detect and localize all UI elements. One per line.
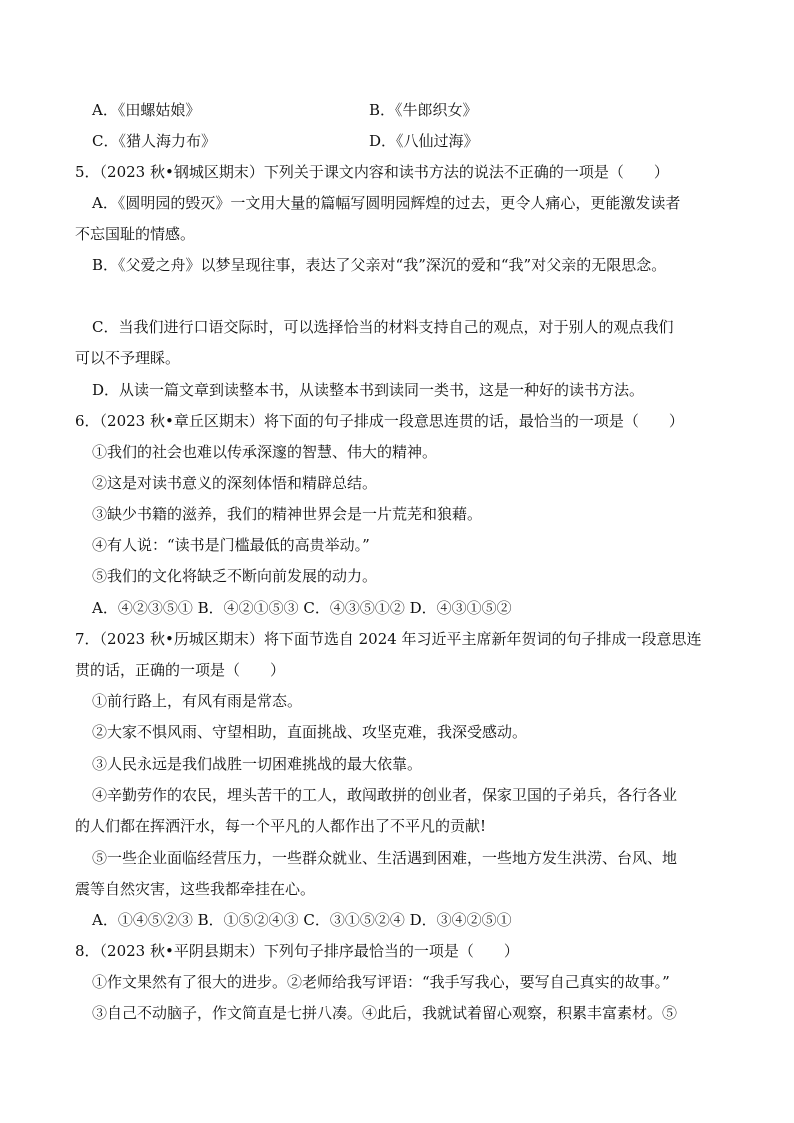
q6-stem: 6．（2023 秋•章丘区期末）将下面的句子排成一段意思连贯的话，最恰当的一项是（ ） — [75, 412, 684, 430]
q7-sentence-2: ②大家不惧风雨、守望相助，直面挑战、攻坚克难，我深受感动。 — [92, 723, 528, 741]
q5-option-d: D．从读一篇文章到读整本书，从读整本书到读同一类书，这是一种好的读书方法。 — [92, 381, 645, 399]
q7-options: A．①④⑤②③ B．①⑤②④③ C．③①⑤②④ D．③④②⑤① — [92, 911, 512, 929]
q5-option-c-line2: 可以不予理睬。 — [75, 349, 181, 367]
q7-stem-line2: 贯的话，正确的一项是（ ） — [75, 661, 286, 679]
q4-option-c: C．《猎人海力布》 — [92, 132, 216, 150]
q7-sentence-1: ①前行路上，有风有雨是常态。 — [92, 692, 303, 710]
q5-option-a-line2: 不忘国耻的情感。 — [75, 225, 196, 243]
q7-sentence-5-line2: 震等自然灾害，这些我都牵挂在心。 — [75, 880, 316, 898]
q6-sentence-1: ①我们的社会也难以传承深邃的智慧、伟大的精神。 — [92, 443, 438, 461]
q7-sentence-4-line2: 的人们都在挥洒汗水，每一个平凡的人都作出了不平凡的贡献! — [75, 817, 487, 835]
q5-option-b: B．《父爱之舟》以梦呈现往事，表达了父亲对“我”深沉的爱和“我”对父亲的无限思念。 — [92, 256, 667, 274]
q6-sentence-4: ④有人说：“读书是门槛最低的高贵举动。” — [92, 536, 370, 554]
q5-option-c-line1: C．当我们进行口语交际时，可以选择恰当的材料支持自己的观点，对于别人的观点我们 — [92, 318, 674, 336]
q7-sentence-5-line1: ⑤一些企业面临经营压力，一些群众就业、生活遇到困难，一些地方发生洪涝、台风、地 — [92, 849, 678, 867]
q7-stem-line1: 7．（2023 秋•历城区期末）将下面节选自 2024 年习近平主席新年贺词的句子排成一段意思连 — [75, 630, 702, 648]
q6-sentence-3: ③缺少书籍的滋养，我们的精神世界会是一片荒芜和狼藉。 — [92, 505, 483, 523]
q8-line2: ③自己不动脑子，作文简直是七拼八凑。④此后，我就试着留心观察，积累丰富素材。⑤ — [92, 1004, 678, 1022]
q4-option-a: A．《田螺姑娘》 — [92, 101, 201, 119]
q6-sentence-5: ⑤我们的文化将缺乏不断向前发展的动力。 — [92, 567, 378, 585]
q7-sentence-3: ③人民永远是我们战胜一切困难挑战的最大依靠。 — [92, 755, 423, 773]
q7-sentence-4-line1: ④辛勤劳作的农民，埋头苦干的工人，敢闯敢拼的创业者，保家卫国的子弟兵，各行各业 — [92, 786, 678, 804]
q6-sentence-2: ②这是对读书意义的深刻体悟和精辟总结。 — [92, 474, 378, 492]
q4-option-d: D．《八仙过海》 — [369, 132, 479, 150]
q8-line1: ①作文果然有了很大的进步。②老师给我写评语：“我手写我心，要写自己真实的故事。” — [92, 973, 670, 991]
q5-stem: 5．（2023 秋•钢城区期末）下列关于课文内容和读书方法的说法不正确的一项是（ ） — [75, 163, 669, 181]
q4-option-b: B．《牛郎织女》 — [369, 101, 478, 119]
q8-stem: 8．（2023 秋•平阴县期末）下列句子排序最恰当的一项是（ ） — [75, 942, 519, 960]
q5-option-a-line1: A．《圆明园的毁灭》一文用大量的篇幅写圆明园辉煌的过去，更令人痛心，更能激发读者 — [92, 194, 681, 212]
q6-options: A．④②③⑤① B．④②①⑤③ C．④③⑤①② D．④③①⑤② — [92, 599, 512, 617]
